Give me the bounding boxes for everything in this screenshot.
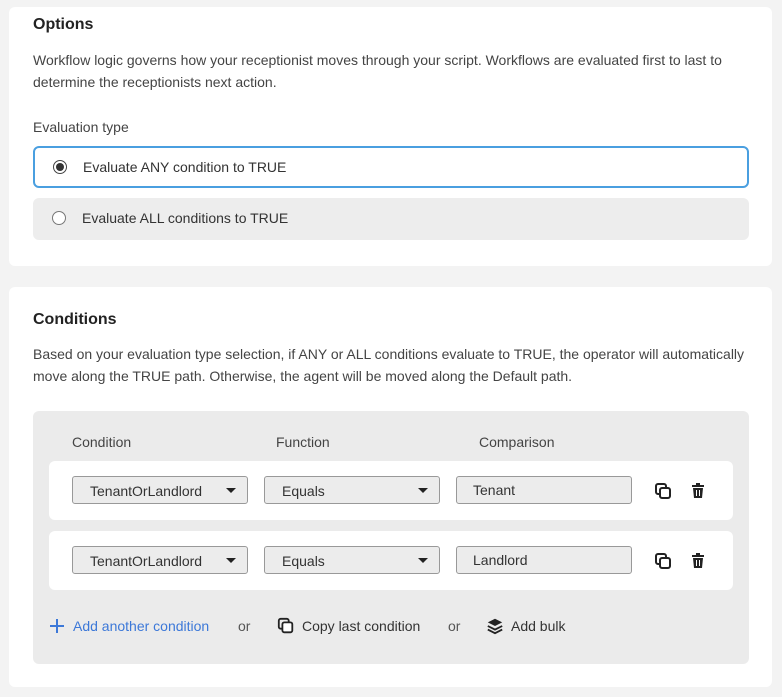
add-condition-label: Add another condition (73, 618, 210, 634)
radio-evaluate-any[interactable] (33, 146, 749, 188)
caret-down-icon (226, 488, 236, 493)
function-select-value: Equals (282, 483, 325, 499)
evaluation-type-label: Evaluation type (33, 119, 129, 135)
trash-icon[interactable] (688, 551, 708, 571)
caret-down-icon (418, 488, 428, 493)
radio-evaluate-all[interactable] (33, 198, 749, 240)
copy-last-condition-button[interactable] (277, 615, 420, 637)
header-condition: Condition (72, 434, 132, 450)
condition-row (49, 531, 733, 590)
radio-any-circle[interactable] (53, 160, 67, 174)
condition-select[interactable] (72, 546, 248, 574)
condition-row (49, 461, 733, 520)
condition-select-value: TenantOrLandlord (90, 483, 203, 499)
copy-icon (277, 617, 295, 635)
radio-all-circle[interactable] (52, 211, 66, 225)
options-card (9, 7, 772, 266)
caret-down-icon (226, 558, 236, 563)
conditions-box (33, 411, 749, 664)
options-description: Workflow logic governs how your receptionist moves through your script. Workflows are evaluated first to last to determine the receptionists next action. (33, 52, 722, 90)
function-select-value: Equals (282, 553, 325, 569)
plus-icon (49, 618, 65, 634)
copy-icon[interactable] (653, 481, 673, 501)
radio-any-label: Evaluate ANY condition to TRUE (83, 159, 287, 175)
header-comparison: Comparison (479, 434, 555, 450)
layers-icon (486, 617, 504, 635)
radio-any-dot (56, 163, 64, 171)
or-separator: or (448, 618, 461, 634)
copy-icon[interactable] (653, 551, 673, 571)
comparison-input[interactable] (456, 546, 632, 574)
condition-select-value: TenantOrLandlord (90, 553, 203, 569)
or-separator: or (238, 618, 251, 634)
add-bulk-label: Add bulk (511, 618, 566, 634)
condition-actions (49, 615, 649, 637)
condition-select[interactable] (72, 476, 248, 504)
add-condition-button[interactable] (49, 615, 209, 637)
header-function: Function (276, 434, 330, 450)
conditions-title: Conditions (33, 311, 117, 328)
trash-icon[interactable] (688, 481, 708, 501)
copy-last-condition-label: Copy last condition (302, 618, 421, 634)
function-select[interactable] (264, 476, 440, 504)
add-bulk-button[interactable] (486, 615, 565, 637)
conditions-description: Based on your evaluation type selection, if ANY or ALL conditions evaluate to TRUE, the operator will automatically move along the TRUE path. Otherwise, the agent will be moved along the Default path. (33, 346, 745, 384)
radio-all-label: Evaluate ALL conditions to TRUE (82, 210, 289, 226)
function-select[interactable] (264, 546, 440, 574)
comparison-input[interactable] (456, 476, 632, 504)
conditions-card (9, 287, 772, 687)
caret-down-icon (418, 558, 428, 563)
options-title: Options (33, 16, 94, 33)
